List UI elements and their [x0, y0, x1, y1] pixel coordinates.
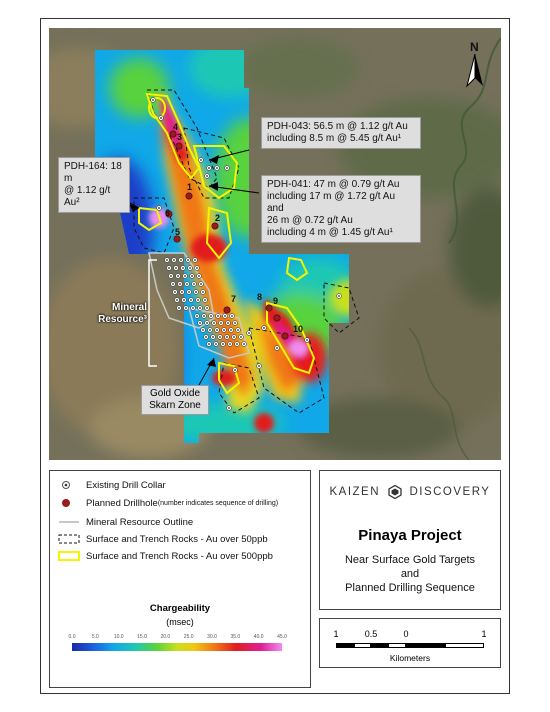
callout-pdh-043	[261, 117, 421, 149]
drill-collar	[214, 342, 219, 347]
drill-collar	[201, 328, 206, 333]
drill-collar	[225, 335, 230, 340]
callout-line: PDH-041: 47 m @ 0.79 g/t Au	[267, 179, 400, 190]
colorbar-tick-label: 45.0	[277, 634, 287, 640]
callout-line: including 8.5 m @ 5.45 g/t Au¹	[267, 133, 402, 144]
scale-label: 0	[403, 629, 409, 639]
chargeability-colorbar	[72, 643, 282, 651]
company-logo	[320, 485, 500, 499]
callout-pdh-041	[261, 175, 421, 243]
drill-collar	[180, 290, 185, 295]
callout-line: and	[267, 203, 284, 214]
drill-collar	[199, 282, 204, 287]
drill-collar	[233, 321, 238, 326]
drill-collar	[178, 282, 183, 287]
callout-line: including 17 m @ 1.72 g/t Au	[267, 191, 396, 202]
drill-collar	[337, 294, 342, 299]
drill-collar	[198, 306, 203, 311]
colorbar-tick-label: 10.0	[113, 634, 124, 640]
drillhole-number: 7	[231, 294, 237, 304]
planned-drillhole	[282, 333, 288, 339]
scale-label: 1	[481, 629, 487, 639]
map-panel[interactable]	[49, 28, 501, 460]
drill-collar	[236, 328, 241, 333]
drill-collar	[173, 290, 178, 295]
drill-collar	[199, 158, 204, 163]
drill-collar	[159, 116, 164, 121]
legend-planned	[58, 497, 278, 509]
drill-collar	[212, 321, 217, 326]
resource-outline-icon	[58, 516, 80, 528]
north-arrow-icon	[463, 40, 487, 90]
colorbar-tick-label: 35.0	[230, 634, 241, 640]
drill-collar	[194, 290, 199, 295]
drill-collar	[218, 335, 223, 340]
drill-collar	[182, 298, 187, 303]
legend-label: Existing Drill Collar	[86, 479, 166, 491]
hexagon-logo-icon	[388, 485, 402, 499]
drillhole-number: 2	[215, 213, 221, 223]
legend-panel	[49, 470, 311, 688]
drill-collar	[209, 314, 214, 319]
au500-outline-icon	[58, 550, 80, 562]
drill-collar	[176, 274, 181, 279]
drill-collar	[190, 274, 195, 279]
drill-collar	[225, 166, 230, 171]
au50-outline-icon	[58, 533, 80, 545]
colorbar-tick-label: 30.0	[207, 634, 217, 640]
planned-drillhole	[224, 307, 230, 313]
drill-collar	[177, 306, 182, 311]
drill-collar	[219, 321, 224, 326]
drillhole-number: 4	[173, 122, 179, 132]
drill-collar	[222, 328, 227, 333]
drillhole-number: 10	[293, 324, 304, 334]
drill-collar	[205, 174, 210, 179]
drill-collar	[221, 342, 226, 347]
scale-label: 0.5	[364, 629, 378, 639]
drill-collar	[202, 314, 207, 319]
project-subtitle	[320, 553, 500, 595]
legend-note: (number indicates sequence of drilling)	[157, 499, 279, 507]
drill-collar	[172, 258, 177, 263]
drill-collar	[207, 342, 212, 347]
drill-collar	[174, 266, 179, 271]
scale-unit: Kilometers	[389, 653, 431, 663]
drill-collar	[201, 290, 206, 295]
drill-collar	[151, 98, 156, 103]
callout-line: PDH-164: 18 m	[64, 161, 122, 184]
drill-collar	[216, 314, 221, 319]
drill-collar	[223, 314, 228, 319]
legend-resource	[58, 516, 193, 528]
callout-line: PDH-043: 56.5 m @ 1.12 g/t Au	[267, 121, 408, 132]
scale-segment	[406, 643, 445, 648]
subtitle-line: and	[400, 568, 420, 580]
colorbar-ticks	[68, 634, 287, 642]
drill-collar	[232, 335, 237, 340]
drill-collar	[275, 346, 280, 351]
drill-collar	[188, 266, 193, 271]
drill-collar	[198, 321, 203, 326]
planned-drillhole	[186, 193, 192, 199]
scale-segment	[354, 643, 371, 648]
drill-collar	[229, 328, 234, 333]
map-canvas	[49, 28, 501, 460]
drill-collar	[242, 342, 247, 347]
legend-label: Surface and Trench Rocks - Au over 500ppb	[86, 550, 273, 562]
drill-collar	[185, 282, 190, 287]
chargeability-title: Chargeability	[149, 603, 211, 614]
drillhole-number: 3	[177, 132, 183, 142]
drill-collar	[211, 335, 216, 340]
callout-line: including 4 m @ 1.45 g/t Au¹	[267, 227, 393, 238]
planned-drillhole	[266, 305, 272, 311]
drill-collar	[181, 266, 186, 271]
drill-collar	[179, 258, 184, 263]
drill-collar	[205, 306, 210, 311]
subtitle-line: Near Surface Gold Targets	[344, 554, 476, 566]
drill-collar	[215, 166, 220, 171]
drill-collar	[305, 338, 310, 343]
legend-au500	[58, 550, 273, 562]
drill-collar	[175, 298, 180, 303]
mineral-resource-label	[89, 302, 147, 326]
north-letter: N	[470, 40, 479, 54]
drill-collar	[197, 274, 202, 279]
chargeability-units: (msec)	[166, 617, 194, 627]
drill-collar	[157, 206, 162, 211]
drill-collar	[183, 274, 188, 279]
colorbar-tick-label: 5.0	[91, 634, 99, 640]
drill-collar	[257, 364, 262, 369]
drillhole-number: 1	[187, 182, 193, 192]
gold-oxide-label	[141, 385, 209, 415]
drill-collar	[247, 331, 252, 336]
drill-collar	[171, 282, 176, 287]
legend-existing	[58, 479, 166, 491]
drill-collar	[233, 368, 238, 373]
planned-drillhole	[212, 223, 218, 229]
drill-collar	[196, 298, 201, 303]
existing-collar-icon	[58, 479, 80, 491]
drill-collar	[203, 298, 208, 303]
drillhole-number: 8	[257, 292, 263, 302]
label-line: Resource³	[98, 314, 147, 325]
drill-collar	[239, 335, 244, 340]
callout-pdh-164	[58, 157, 130, 213]
colorbar-tick-label: 40.0	[253, 634, 264, 640]
drill-collar	[184, 306, 189, 311]
drill-collar	[187, 290, 192, 295]
drill-collar	[204, 335, 209, 340]
subtitle-line: Planned Drilling Sequence	[345, 582, 475, 594]
drill-collar	[191, 306, 196, 311]
project-title: Pinaya Project	[358, 527, 462, 544]
drillhole-number: 9	[273, 296, 279, 306]
label-line: Gold Oxide	[149, 388, 201, 399]
callout-line: @ 1.12 g/t Au²	[64, 185, 111, 208]
callout-line: 26 m @ 0.72 g/t Au	[267, 215, 353, 226]
scale-segment	[445, 643, 484, 648]
label-line: Mineral	[111, 302, 147, 313]
legend-label: Planned Drillhole	[86, 497, 158, 509]
drill-collar	[227, 406, 232, 411]
scale-segment	[388, 643, 406, 648]
planned-drillhole-icon	[58, 497, 80, 509]
drill-collar	[186, 258, 191, 263]
legend-au50	[58, 533, 268, 545]
scale-label: 1	[333, 629, 339, 639]
drill-collar	[262, 326, 267, 331]
title-block	[319, 470, 501, 610]
colorbar-tick-label: 15.0	[137, 634, 147, 640]
drill-collar	[192, 282, 197, 287]
drillhole-number: 6	[165, 208, 171, 218]
colorbar-tick-label: 25.0	[183, 634, 194, 640]
scale-bar-box	[319, 618, 501, 668]
drill-collar	[205, 321, 210, 326]
colorbar-tick-label: 20.0	[160, 634, 171, 640]
drill-collar	[193, 258, 198, 263]
drill-collar	[195, 266, 200, 271]
drill-collar	[167, 266, 172, 271]
drill-collar	[189, 298, 194, 303]
drill-collar	[226, 321, 231, 326]
brand-left: KAIZEN	[329, 486, 381, 498]
drill-collar	[207, 166, 212, 171]
label-line: Skarn Zone	[149, 400, 201, 411]
brand-right: DISCOVERY	[409, 486, 491, 498]
legend-label: Surface and Trench Rocks - Au over 50ppb	[86, 533, 268, 545]
scale-segment	[371, 643, 388, 648]
drill-collar	[235, 342, 240, 347]
drill-collar	[228, 342, 233, 347]
drill-collar	[165, 258, 170, 263]
drill-collar	[215, 328, 220, 333]
legend-label: Mineral Resource Outline	[86, 516, 194, 528]
drill-collar	[195, 314, 200, 319]
planned-drillhole	[176, 143, 182, 149]
drillhole-number: 5	[175, 227, 181, 237]
drill-collar	[230, 314, 235, 319]
drill-collar	[169, 274, 174, 279]
colorbar-tick-label: 0.0	[68, 634, 76, 640]
scale-segment	[336, 643, 354, 648]
drill-collar	[208, 328, 213, 333]
planned-drillhole	[274, 315, 280, 321]
